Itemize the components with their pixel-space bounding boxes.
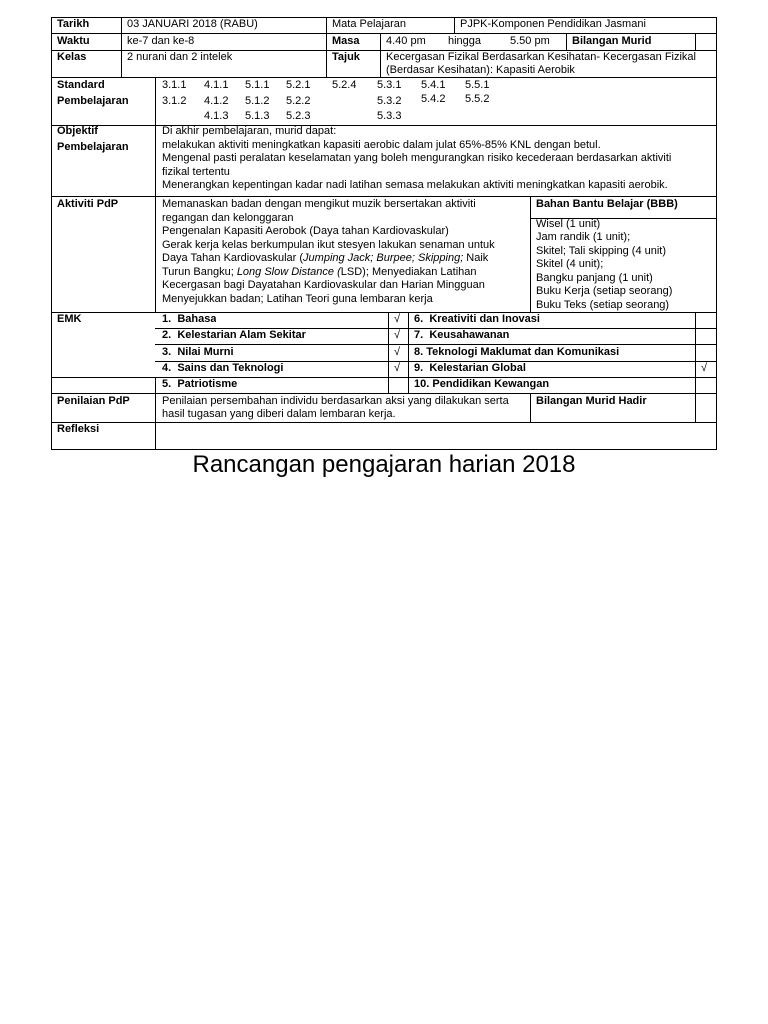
emk-row-divider bbox=[51, 377, 717, 378]
standard-code: 5.5.1 bbox=[465, 79, 490, 91]
emk-item-number: 1. bbox=[162, 313, 172, 325]
col-divider bbox=[121, 17, 122, 77]
standard-code: 5.1.2 bbox=[245, 95, 270, 107]
bbb-item: Buku Teks (setiap seorang) bbox=[536, 299, 670, 311]
emk-item-name: Nilai Murni bbox=[177, 346, 234, 358]
emk-item-number: 3. bbox=[162, 346, 172, 358]
row-divider bbox=[51, 77, 717, 78]
objektif-line: Mengenal pasti peralatan keselamatan yang boleh mengurangkan risiko kecederaan berdasarkan aktiviti bbox=[162, 152, 672, 164]
objektif-label-line-1: Objektif bbox=[57, 125, 98, 137]
bbb-item: Bangku panjang (1 unit) bbox=[536, 272, 653, 284]
penilaian-label: Penilaian PdP bbox=[57, 395, 130, 407]
emk-item-name: Teknologi Maklumat dan Komunikasi bbox=[426, 346, 620, 358]
aktiviti-line-part: Turun Bangku; bbox=[162, 266, 237, 278]
masa-end: 5.50 pm bbox=[510, 35, 550, 47]
emk-col-divider bbox=[408, 312, 409, 393]
emk-item-name: Kelestarian Global bbox=[429, 362, 526, 374]
emk-item bbox=[162, 378, 237, 392]
bbb-item: Skitel; Tali skipping (4 unit) bbox=[536, 245, 667, 257]
emk-check-mark: √ bbox=[701, 362, 708, 374]
emk-item-number: 10. bbox=[414, 378, 430, 390]
emk-check-mark: √ bbox=[394, 346, 401, 358]
standard-code: 5.1.1 bbox=[245, 79, 270, 91]
emk-check-mark: √ bbox=[394, 313, 401, 325]
masa-label: Masa bbox=[332, 35, 360, 47]
emk-item-name: Bahasa bbox=[177, 313, 217, 325]
emk-item bbox=[414, 329, 509, 343]
emk-item-name: Kelestarian Alam Sekitar bbox=[177, 329, 306, 341]
emk-item-name: Patriotisme bbox=[177, 378, 238, 390]
col-divider bbox=[454, 17, 455, 33]
emk-item bbox=[162, 313, 216, 327]
masa-hingga: hingga bbox=[448, 35, 482, 47]
standard-code: 5.3.3 bbox=[377, 110, 402, 122]
emk-item bbox=[162, 329, 306, 343]
emk-item-number: 8. bbox=[414, 346, 424, 358]
aktiviti-line-mixed bbox=[162, 266, 477, 280]
col-divider bbox=[566, 33, 567, 50]
aktiviti-label: Aktiviti PdP bbox=[57, 198, 119, 210]
objektif-line: melakukan aktiviti meningkatkan kapasiti aerobic dalam julat 65%-85% KNL dengan betul. bbox=[162, 139, 601, 151]
table-border-left bbox=[51, 17, 52, 450]
standard-label-line-1: Standard bbox=[57, 79, 105, 91]
row-divider bbox=[51, 196, 717, 197]
emk-item-number: 2. bbox=[162, 329, 172, 341]
objektif-line: fizikal tertentu bbox=[162, 166, 230, 178]
standard-code: 5.2.4 bbox=[332, 79, 357, 91]
mata-pelajaran-value: PJPK-Komponen Pendidikan Jasmani bbox=[460, 18, 646, 30]
emk-item-number: 4. bbox=[162, 362, 172, 374]
standard-code: 5.4.2 bbox=[421, 93, 446, 105]
col-divider bbox=[326, 17, 327, 77]
aktiviti-line: Kecergasan bagi Dayatahan Kardiovaskular dan Harian Mingguan bbox=[162, 279, 485, 291]
aktiviti-line: regangan dan kelonggaran bbox=[162, 212, 294, 224]
emk-item-name: Keusahawanan bbox=[429, 329, 510, 341]
col-divider bbox=[380, 33, 381, 77]
emk-item-number: 7. bbox=[414, 329, 424, 341]
emk-item-number: 6. bbox=[414, 313, 424, 325]
emk-item bbox=[162, 346, 234, 360]
standard-code: 5.1.3 bbox=[245, 110, 270, 122]
aktiviti-line-part: Daya Tahan Kardiovaskular ( bbox=[162, 252, 304, 264]
waktu-value: ke-7 dan ke-8 bbox=[127, 35, 195, 47]
table-border-right bbox=[716, 17, 717, 450]
standard-code: 4.1.3 bbox=[204, 110, 229, 122]
aktiviti-line: Menyejukkan badan; Latihan Teori guna lembaran kerja bbox=[162, 293, 433, 305]
emk-item bbox=[414, 346, 619, 360]
col-divider bbox=[695, 33, 696, 50]
row-divider bbox=[51, 393, 717, 394]
emk-item bbox=[414, 313, 540, 327]
emk-label: EMK bbox=[57, 313, 82, 325]
standard-code: 5.5.2 bbox=[465, 93, 490, 105]
emk-row-divider bbox=[155, 344, 717, 345]
bbb-label: Bahan Bantu Belajar (BBB) bbox=[536, 198, 678, 210]
emk-col-divider bbox=[695, 312, 696, 393]
bilangan-murid-label: Bilangan Murid bbox=[572, 35, 652, 47]
tarikh-label: Tarikh bbox=[57, 18, 90, 30]
objektif-line: Di akhir pembelajaran, murid dapat: bbox=[162, 125, 337, 137]
kelas-value: 2 nurani dan 2 intelek bbox=[127, 51, 233, 63]
emk-col-divider bbox=[388, 312, 389, 393]
standard-code: 5.2.1 bbox=[286, 79, 311, 91]
bilangan-murid-hadir-label: Bilangan Murid Hadir bbox=[536, 395, 647, 407]
document-caption: Rancangan pengajaran harian 2018 bbox=[192, 451, 576, 478]
col-divider bbox=[530, 393, 531, 422]
col-divider bbox=[695, 393, 696, 422]
tarikh-value: 03 JANUARI 2018 (RABU) bbox=[127, 18, 258, 30]
aktiviti-line: Gerak kerja kelas berkumpulan ikut stesyen lakukan senaman untuk bbox=[162, 239, 495, 251]
kelas-label: Kelas bbox=[57, 51, 87, 63]
row-divider bbox=[51, 422, 717, 423]
emk-item-number: 9. bbox=[414, 362, 424, 374]
emk-item bbox=[414, 362, 526, 376]
tajuk-line-1: Kecergasan Fizikal Berdasarkan Kesihatan- Kecergasan Fizikal bbox=[386, 51, 696, 63]
table-border-bottom bbox=[51, 449, 717, 450]
emk-item-name: Sains dan Teknologi bbox=[177, 362, 284, 374]
emk-item-name: Kreativiti dan Inovasi bbox=[429, 313, 540, 325]
emk-check-mark: √ bbox=[394, 362, 401, 374]
standard-code: 5.3.1 bbox=[377, 79, 402, 91]
aktiviti-line-part: LSD); Menyediakan Latihan bbox=[340, 266, 477, 278]
emk-item bbox=[414, 378, 549, 392]
aktiviti-line-part: Naik bbox=[463, 252, 489, 264]
emk-item-name: Pendidikan Kewangan bbox=[432, 378, 550, 390]
emk-item bbox=[162, 362, 283, 376]
bbb-item: Wisel (1 unit) bbox=[536, 218, 601, 230]
bbb-item: Jam randik (1 unit); bbox=[536, 231, 631, 243]
mata-pelajaran-label: Mata Pelajaran bbox=[332, 18, 406, 30]
objektif-label-line-2: Pembelajaran bbox=[57, 141, 129, 153]
standard-label-line-2: Pembelajaran bbox=[57, 95, 129, 107]
aktiviti-line-mixed bbox=[162, 252, 488, 266]
tajuk-line-2: (Berdasar Kesihatan): Kapasiti Aerobik bbox=[386, 64, 575, 76]
standard-code: 3.1.2 bbox=[162, 95, 187, 107]
tajuk-label: Tajuk bbox=[332, 51, 360, 63]
standard-code: 4.1.1 bbox=[204, 79, 229, 91]
col-divider bbox=[530, 196, 531, 312]
bbb-item: Buku Kerja (setiap seorang) bbox=[536, 285, 673, 297]
standard-code: 5.3.2 bbox=[377, 95, 402, 107]
emk-check-mark: √ bbox=[394, 329, 401, 341]
label-col-divider bbox=[155, 377, 156, 450]
aktiviti-line: Pengenalan Kapasiti Aerobok (Daya tahan Kardiovaskular) bbox=[162, 225, 449, 237]
aktiviti-exercise-names: Jumping Jack; Burpee; Skipping; bbox=[303, 252, 464, 264]
standard-code: 4.1.2 bbox=[204, 95, 229, 107]
refleksi-label: Refleksi bbox=[57, 423, 100, 435]
aktiviti-lsd-name: Long Slow Distance ( bbox=[236, 266, 341, 278]
bbb-item: Skitel (4 unit); bbox=[536, 258, 604, 270]
aktiviti-line: Memanaskan badan dengan mengikut muzik bersertakan aktiviti bbox=[162, 198, 476, 210]
objektif-line: Menerangkan kepentingan kadar nadi latihan semasa melakukan aktiviti meningkatkan kapasiti aerobik. bbox=[162, 179, 668, 191]
penilaian-line-1: Penilaian persembahan individu berdasarkan aksi yang dilakukan serta bbox=[162, 395, 509, 407]
standard-code: 5.2.2 bbox=[286, 95, 311, 107]
standard-code: 5.2.3 bbox=[286, 110, 311, 122]
standard-code: 5.4.1 bbox=[421, 79, 446, 91]
standard-code: 3.1.1 bbox=[162, 79, 187, 91]
masa-start: 4.40 pm bbox=[386, 35, 426, 47]
row-divider bbox=[51, 125, 717, 126]
row-divider bbox=[51, 33, 717, 34]
label-col-divider bbox=[155, 77, 156, 313]
penilaian-line-2: hasil tugasan yang diberi dalam lembaran kerja. bbox=[162, 408, 396, 420]
emk-item-number: 5. bbox=[162, 378, 172, 390]
waktu-label: Waktu bbox=[57, 35, 90, 47]
